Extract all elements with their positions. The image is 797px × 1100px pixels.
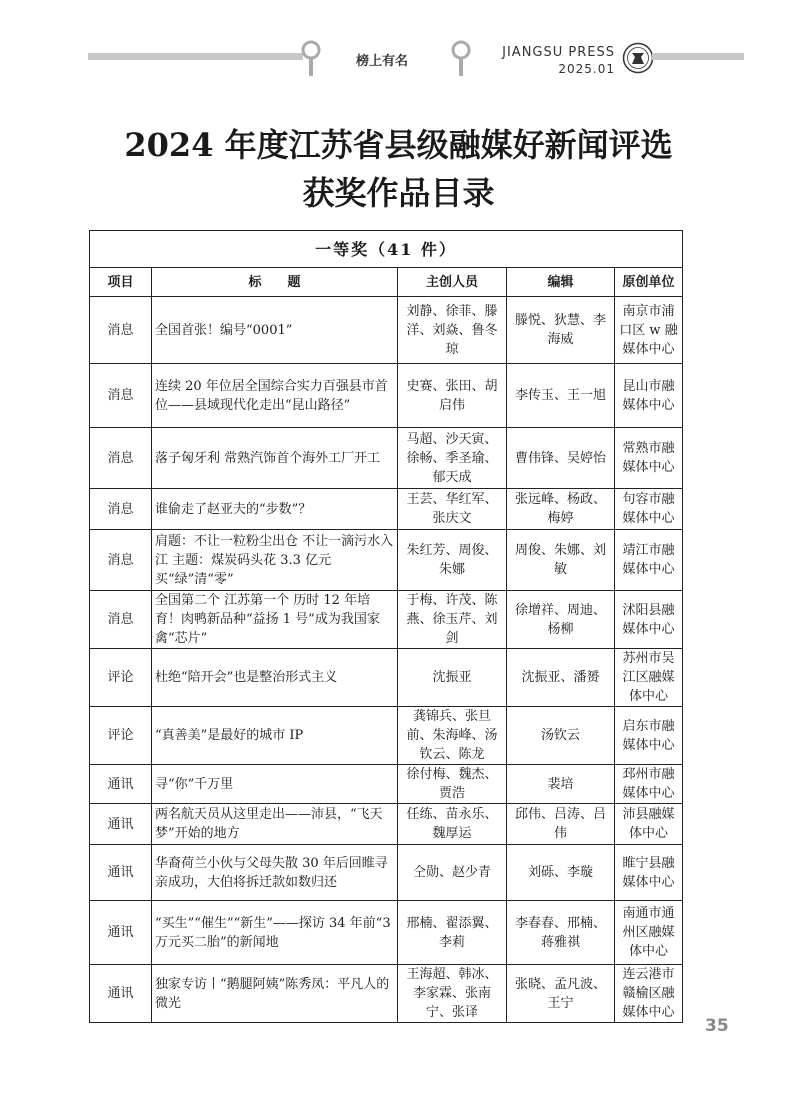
- row-authors: 任练、苗永乐、魏厚运: [398, 804, 507, 845]
- row-editors: 李春春、邢楠、蒋雅祺: [507, 901, 615, 965]
- row-category: 消息: [90, 489, 152, 530]
- row-unit: 昆山市融媒体中心: [615, 364, 683, 428]
- press-name: JIANGSU PRESS: [502, 45, 615, 60]
- row-unit: 启东市融媒体中心: [615, 707, 683, 765]
- pin-icon-right: [450, 40, 472, 80]
- column-header-authors: 主创人员: [398, 268, 507, 297]
- row-category: 消息: [90, 591, 152, 649]
- column-header-title: 标 题: [152, 268, 398, 297]
- row-title: “买生”“催生”“新生”——探访 34 年前“3 万元买二胎”的新闻地: [152, 901, 398, 965]
- row-category: 消息: [90, 428, 152, 489]
- row-category: 评论: [90, 707, 152, 765]
- row-authors: 马超、沙天寅、徐畅、季圣瑜、郁天成: [398, 428, 507, 489]
- award-rows: [90, 297, 683, 1023]
- table-row: [90, 707, 683, 765]
- table-row: [90, 428, 683, 489]
- table-row: [90, 649, 683, 707]
- row-authors: 于梅、许茂、陈燕、徐玉芹、刘剑: [398, 591, 507, 649]
- row-unit: 句容市融媒体中心: [615, 489, 683, 530]
- row-authors: 仝勋、赵少青: [398, 845, 507, 901]
- row-category: 消息: [90, 297, 152, 364]
- row-unit: 沭阳县融媒体中心: [615, 591, 683, 649]
- press-block: [485, 45, 615, 77]
- row-category: 通讯: [90, 765, 152, 804]
- row-title: 谁偷走了赵亚夫的“步数”？: [152, 489, 398, 530]
- row-title: 全国第二个 江苏第一个 历时 12 年培育！肉鸭新品种“益扬 1 号”成为我国家禽“芯片”: [152, 591, 398, 649]
- column-header-unit: 原创单位: [615, 268, 683, 297]
- row-editors: 裴培: [507, 765, 615, 804]
- row-title: 全国首张！编号“0001”: [152, 297, 398, 364]
- row-category: 消息: [90, 530, 152, 591]
- table-row: [90, 364, 683, 428]
- award-heading: 一等奖（41 件）: [90, 231, 683, 268]
- table-row: [90, 489, 683, 530]
- table-row: [90, 804, 683, 845]
- row-title: 肩题：不让一粒粉尘出仓 不让一滴污水入江 主题：煤炭码头花 3.3 亿元买“绿”清“零”: [152, 530, 398, 591]
- row-authors: 徐付梅、魏杰、贾浩: [398, 765, 507, 804]
- row-unit: 邳州市融媒体中心: [615, 765, 683, 804]
- row-editors: 沈振亚、潘赟: [507, 649, 615, 707]
- column-header-editors: 编辑: [507, 268, 615, 297]
- row-editors: 张晓、孟凡波、王宁: [507, 965, 615, 1023]
- row-authors: 刘静、徐菲、滕洋、刘焱、鲁冬琼: [398, 297, 507, 364]
- row-category: 评论: [90, 649, 152, 707]
- table-row: [90, 765, 683, 804]
- row-editors: 周俊、朱娜、刘敏: [507, 530, 615, 591]
- row-title: 寻“你”千万里: [152, 765, 398, 804]
- row-editors: 汤钦云: [507, 707, 615, 765]
- row-title: 独家专访丨“鹅腿阿姨”陈秀凤：平凡人的微光: [152, 965, 398, 1023]
- row-category: 通讯: [90, 845, 152, 901]
- journal-logo-icon: [622, 42, 654, 74]
- row-editors: 滕悦、狄慧、李海威: [507, 297, 615, 364]
- header-rule-right: [652, 53, 744, 60]
- table-row: [90, 297, 683, 364]
- page-title-line1: 2024 年度江苏省县级融媒好新闻评选: [124, 126, 673, 164]
- row-category: 消息: [90, 364, 152, 428]
- row-editors: 徐增祥、周迪、杨柳: [507, 591, 615, 649]
- row-unit: 靖江市融媒体中心: [615, 530, 683, 591]
- row-editors: 邱伟、吕涛、吕伟: [507, 804, 615, 845]
- table-row: [90, 591, 683, 649]
- row-title: 落子匈牙利 常熟汽饰首个海外工厂开工: [152, 428, 398, 489]
- page-header: [0, 0, 797, 100]
- row-authors: 王海超、韩冰、李家霖、张南宁、张译: [398, 965, 507, 1023]
- row-unit: 沛县融媒体中心: [615, 804, 683, 845]
- table-row: [90, 530, 683, 591]
- row-authors: 龚锦兵、张旦前、朱海峰、汤钦云、陈龙: [398, 707, 507, 765]
- page-title-line2: 获奖作品目录: [302, 174, 495, 212]
- issue-number: 2025.01: [558, 62, 615, 76]
- row-editors: 李传玉、王一旭: [507, 364, 615, 428]
- row-unit: 睢宁县融媒体中心: [615, 845, 683, 901]
- page-number: 35: [705, 1016, 729, 1036]
- row-category: 通讯: [90, 965, 152, 1023]
- row-unit: 南通市通州区融媒体中心: [615, 901, 683, 965]
- row-authors: 史赛、张田、胡启伟: [398, 364, 507, 428]
- row-editors: 曹伟锋、吴婷怡: [507, 428, 615, 489]
- row-title: 杜绝“陪开会”也是整治形式主义: [152, 649, 398, 707]
- row-unit: 常熟市融媒体中心: [615, 428, 683, 489]
- row-title: “真善美”是最好的城市 IP: [152, 707, 398, 765]
- header-rule-left: [88, 53, 303, 60]
- awards-table: [89, 230, 683, 1023]
- row-editors: 刘砾、李璇: [507, 845, 615, 901]
- row-unit: 南京市浦口区 w 融媒体中心: [615, 297, 683, 364]
- row-category: 通讯: [90, 804, 152, 845]
- row-authors: 沈振亚: [398, 649, 507, 707]
- table-row: [90, 845, 683, 901]
- pin-icon: [300, 40, 322, 80]
- table-row: [90, 901, 683, 965]
- row-editors: 张远峰、杨政、梅婷: [507, 489, 615, 530]
- row-authors: 王芸、华红军、张庆文: [398, 489, 507, 530]
- row-authors: 邢楠、翟添翼、李莉: [398, 901, 507, 965]
- row-authors: 朱红芳、周俊、朱娜: [398, 530, 507, 591]
- row-unit: 连云港市赣榆区融媒体中心: [615, 965, 683, 1023]
- row-title: 连续 20 年位居全国综合实力百强县市首位——县域现代化走出“昆山路径”: [152, 364, 398, 428]
- row-unit: 苏州市吴江区融媒体中心: [615, 649, 683, 707]
- column-header-category: 项目: [90, 268, 152, 297]
- table-row: [90, 965, 683, 1023]
- section-label: 榜上有名: [356, 54, 409, 69]
- row-title: 华裔荷兰小伙与父母失散 30 年后回睢寻亲成功，大伯将拆迁款如数归还: [152, 845, 398, 901]
- row-category: 通讯: [90, 901, 152, 965]
- row-title: 两名航天员从这里走出——沛县，“飞天梦”开始的地方: [152, 804, 398, 845]
